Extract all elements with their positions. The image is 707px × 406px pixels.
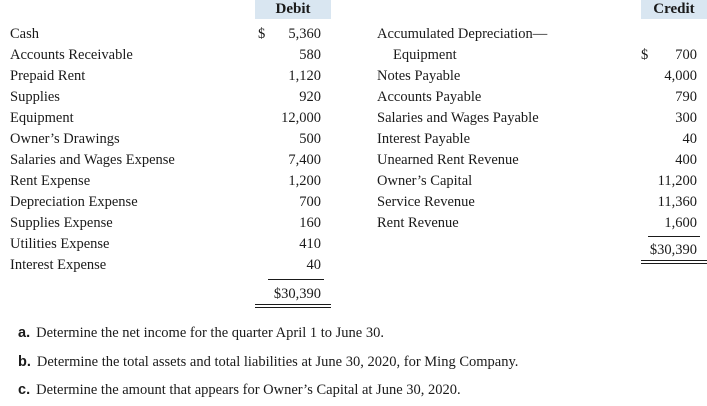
debit-account-name: Salaries and Wages Expense xyxy=(10,152,175,168)
debit-account-name: Owner’s Drawings xyxy=(10,131,120,147)
credit-account-name: Notes Payable xyxy=(377,68,461,84)
debit-amount: 7,400 xyxy=(288,152,321,168)
debit-currency-sign: $ xyxy=(258,26,266,42)
credit-account-name: Accounts Payable xyxy=(377,89,482,105)
question-text: Determine the total assets and total liabilities at June 30, 2020, for Ming Company. xyxy=(36,354,519,370)
credit-amount: 700 xyxy=(675,47,697,63)
debit-total-double-underline xyxy=(255,307,331,308)
debit-amount: 1,200 xyxy=(288,173,321,189)
question-a xyxy=(18,324,384,342)
credit-amount: 4,000 xyxy=(664,68,697,84)
debit-amount: 12,000 xyxy=(281,110,321,126)
debit-amount: 700 xyxy=(299,194,321,210)
debit-account-name: Supplies Expense xyxy=(10,215,113,231)
question-b xyxy=(18,353,518,371)
debit-amount: 920 xyxy=(299,89,321,105)
credit-account-name: Accumulated Depreciation— xyxy=(377,26,548,42)
debit-total-underline xyxy=(255,304,331,305)
credit-amount: 40 xyxy=(682,131,697,147)
debit-account-name: Prepaid Rent xyxy=(10,68,86,84)
debit-amount: 410 xyxy=(299,236,321,252)
debit-amount: 500 xyxy=(299,131,321,147)
question-letter: c. xyxy=(18,382,31,398)
credit-account-name: Interest Payable xyxy=(377,131,471,147)
debit-account-name: Supplies xyxy=(10,89,60,105)
debit-account-name: Equipment xyxy=(10,110,74,126)
debit-total: $30,390 xyxy=(273,286,321,302)
debit-amount: 5,360 xyxy=(288,26,321,42)
credit-currency-sign: $ xyxy=(641,47,649,63)
debit-amount: 160 xyxy=(299,215,321,231)
credit-amount: 790 xyxy=(675,89,697,105)
credit-amount: 11,360 xyxy=(657,194,697,210)
credit-account-name: Service Revenue xyxy=(377,194,475,210)
credit-amount: 300 xyxy=(675,110,697,126)
question-text: Determine the amount that appears for Owner’s Capital at June 30, 2020. xyxy=(36,382,461,398)
credit-account-name: Owner’s Capital xyxy=(377,173,473,189)
credit-amount: 11,200 xyxy=(657,173,697,189)
credit-amount: 1,600 xyxy=(664,215,697,231)
debit-account-name: Rent Expense xyxy=(10,173,91,189)
debit-header: Debit xyxy=(255,0,331,19)
debit-account-name: Accounts Receivable xyxy=(10,47,133,63)
credit-account-name: Unearned Rent Revenue xyxy=(377,152,519,168)
question-letter: b. xyxy=(18,354,31,370)
credit-account-name: Equipment xyxy=(393,47,457,63)
credit-account-name: Salaries and Wages Payable xyxy=(377,110,539,126)
debit-account-name: Cash xyxy=(10,26,39,42)
credit-sum-rule xyxy=(648,236,700,237)
question-text: Determine the net income for the quarter April 1 to June 30. xyxy=(36,325,384,341)
credit-account-name: Rent Revenue xyxy=(377,215,459,231)
credit-total-underline xyxy=(641,260,707,261)
question-letter: a. xyxy=(18,325,31,341)
credit-total-double-underline xyxy=(641,263,707,264)
debit-sum-rule xyxy=(268,279,324,280)
credit-total: $30,390 xyxy=(649,242,697,258)
question-c xyxy=(18,381,461,399)
debit-amount: 1,120 xyxy=(288,68,321,84)
debit-amount: 580 xyxy=(299,47,321,63)
debit-amount: 40 xyxy=(306,257,321,273)
debit-account-name: Depreciation Expense xyxy=(10,194,138,210)
debit-account-name: Interest Expense xyxy=(10,257,107,273)
debit-account-name: Utilities Expense xyxy=(10,236,110,252)
credit-amount: 400 xyxy=(675,152,697,168)
credit-header: Credit xyxy=(641,0,707,19)
